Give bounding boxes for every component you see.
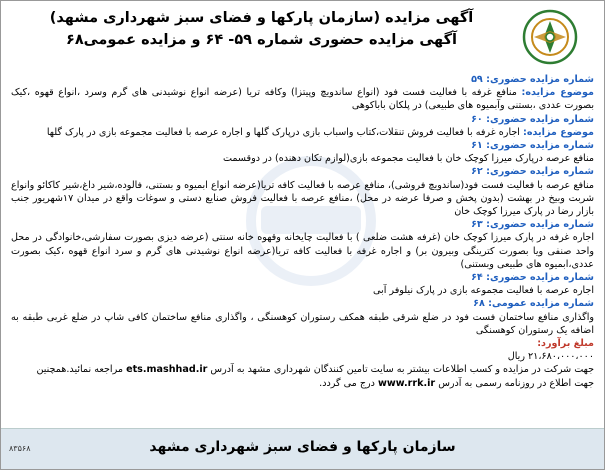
auction-number: شماره مزایده حضوری: ۶۰ <box>471 113 594 125</box>
item-text: منافع غرفه با فعالیت فست فود (انواع ساندویچ وپیتزا) وکافه تریا (عرضه انواع نوشیدنی های گرم وسرد ،انواع قهوه ،کیک بصورت عددی ،بستنی وآبمیوه های طبیعی) در پلکان باباکوهی <box>11 87 594 112</box>
auction-number: شماره مزایده حضوری: ۵۹ <box>471 74 594 85</box>
notice-line <box>11 73 594 86</box>
notice-line <box>11 139 594 152</box>
notice-line <box>11 350 594 363</box>
notice-title-line1: آگهی مزایده (سازمان پارکها و فضای سبز شهرداری مشهد) <box>49 10 474 26</box>
notice-title-line2: آگهی مزایده حضوری شماره ۵۹- ۶۴ و مزایده عمومی۶۸ <box>65 32 458 48</box>
notice-line <box>11 126 594 139</box>
item-text: ۲۱،۶۸۰،۰۰۰،۰۰۰ ریال <box>507 351 594 363</box>
item-text: منافع عرصه با فعالیت فست فود(ساندویچ فروشی)، منافع عرصه با فعالیت کافه تریا(عرضه انواع ابمیوه و بستنی، فالوده،شیر داغ،شیر کاکائو وانواع شربت وبیخ در بهشت (بدون پخش و صرفا عرضه در محل) ،منافع عرصه با فعالیت فروش صنایع دستی و سوغات واقع در میدان ۱۷شهریور جنب بازار رضا در پارک میرزا کوچک خان <box>11 179 594 218</box>
closing-text: جهت شرکت در مزایده و کسب اطلاعات بیشتر به سایت تامین کنندگان شهرداری مشهد به آدرس <box>210 364 594 376</box>
municipality-logo-icon <box>510 7 590 69</box>
notice-line <box>11 152 594 165</box>
subject-label: موضوع مزایده: <box>521 87 594 99</box>
closing-line-1 <box>11 363 594 376</box>
notice-line <box>11 86 594 112</box>
auction-number: شماره مزایده حضوری: ۶۴ <box>471 272 594 284</box>
auction-number: شماره مزایده عمومی: ۶۸ <box>473 298 594 310</box>
notice-line <box>11 297 594 310</box>
closing-text: مراجعه نمائید.همچنین <box>36 364 127 376</box>
rrk-link[interactable]: www.rrk.ir <box>377 377 436 389</box>
notice-line <box>11 113 594 126</box>
notice-footer <box>1 428 604 469</box>
item-text: اجاره غرفه در پارک میرزا کوچک خان (غرفه هشت ضلعی ) با فعالیت چایخانه وقهوه خانه سنتی (عرضه دیزی بصورت سفارشی،خانوادگی در محل واحد صنفی ویا بصورت کترینگی وبیرون بر) و اجاره غرفه با فعالیت کافه تریا(عرضه انواع نوشیدنی های گرم و سرد انواع قهوه ،کیک بصورت عددی،ابمیوه های طبیعی وبستنی) <box>11 232 594 270</box>
notice-line <box>11 165 594 178</box>
notice-line <box>11 284 594 297</box>
notice-line <box>11 179 594 219</box>
notice-line <box>11 337 594 350</box>
notice-line <box>11 218 594 231</box>
closing-text: درج می گردد. <box>319 377 378 389</box>
auction-number: شماره مزایده حضوری: ۶۲ <box>471 166 594 178</box>
item-text: واگذاری منافع ساختمان فست فود در ضلع شرقی طبقه همکف رستوران کوهسنگی ، واگذاری منافع ساختمان کافی شاپ در ضلع غربی طبقه به اضافه یک رستوران کوهسنگی <box>11 311 594 336</box>
notice-body <box>11 73 594 428</box>
closing-text: جهت اطلاع در روزنامه رسمی به آدرس <box>438 377 594 389</box>
footer-title: سازمان پارکها و فضای سبز شهرداری مشهد <box>149 439 456 455</box>
ad-code: ۸۳۵۶۸ <box>9 444 31 453</box>
notice-header <box>1 1 604 73</box>
item-text: منافع عرصه درپارک میرزا کوچک خان با فعالیت مجموعه بازی(لوازم تکان دهنده) در دوقسمت <box>222 153 594 165</box>
subject-label: موضوع مزایده: <box>523 126 594 138</box>
notice-line <box>11 271 594 284</box>
estimate-label: مبلغ برآورد: <box>537 338 594 350</box>
ets-link[interactable]: ets.mashhad.ir <box>126 364 208 376</box>
notice-line <box>11 311 594 337</box>
item-text: اجاره غرفه با فعالیت فروش تنقلات،کتاب واسباب بازی درپارک گلها و اجاره عرصه با فعالیت مجموعه بازی در پارک گلها <box>46 126 524 138</box>
notice-line <box>11 231 594 271</box>
item-text: اجاره عرصه با فعالیت مجموعه بازی در پارک نیلوفر آبی <box>373 285 594 297</box>
closing-line-2 <box>11 377 594 390</box>
auction-number: شماره مزایده حضوری: ۶۱ <box>471 140 594 152</box>
auction-number: شماره مزایده حضوری: ۶۳ <box>471 219 594 231</box>
